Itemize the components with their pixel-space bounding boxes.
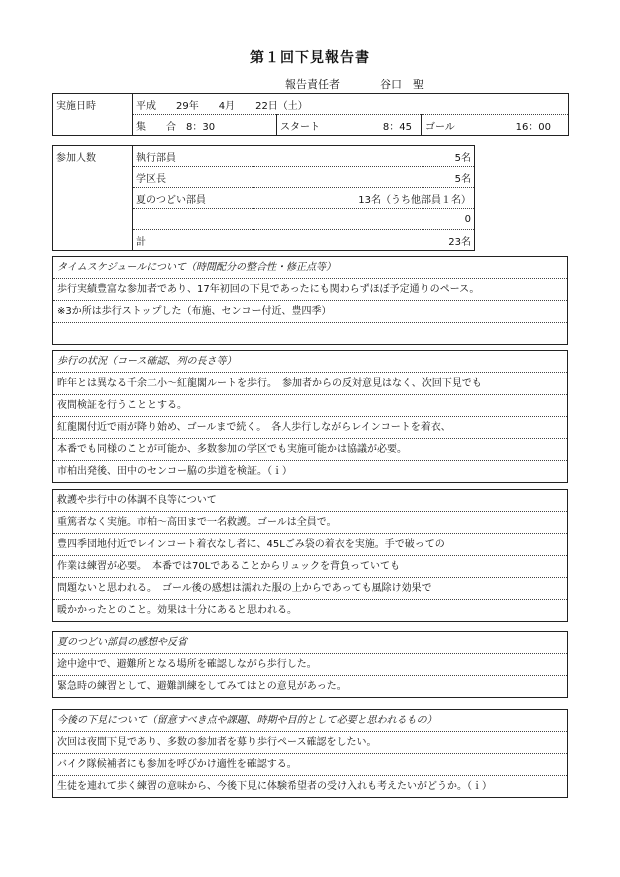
section-line: バイク隊候補者にも参加を呼びかけ適性を確認する。 [53,754,567,776]
section-line: 暖かかったとのこと。効果は十分にあると思われる。 [57,605,297,616]
section-walking-status [52,350,568,483]
gather-cell [133,115,277,136]
participant-note [253,146,423,167]
section-line: ※3か所は歩行ストップした（布施、センコー付近、豊四季） [53,301,567,323]
section-heading: 今後の下見について（留意すべき点や課題、時期や目的として必要と思われるもの） [53,710,567,732]
section-line: 市柏出発後、田中のセンコー脇の歩道を検証。（ｉ） [57,466,292,477]
section-line: 本番でも同様のことが可能か、多数参加の学区でも実施可能かは協議が必要。 [53,439,567,461]
reporter-line [285,76,424,92]
section-first-aid [52,489,568,622]
goal-cell [422,115,569,136]
participants-label: 参加人数 [53,146,133,251]
gather-time: 8：30 [186,121,216,133]
participant-name: 計 [133,230,253,251]
gather-label: 集 合 [136,121,176,133]
page-title: 第１回下見報告書 [250,50,370,66]
section-heading: 夏のつどい部員の感想や反省 [53,632,567,654]
participant-note [253,209,423,230]
schedule-table [52,93,569,136]
section-line: 夜間検証を行うこととする。 [53,395,567,417]
section-time-schedule [52,256,568,345]
section-heading: 歩行の状況（コース確認、列の長さ等） [53,351,567,373]
participant-name: 執行部員 [133,146,253,167]
section-line: 重篤者なく実施。市柏～高田まで一名救護。ゴールは全員で。 [53,512,567,534]
section-line: 歩行実績豊富な参加者であり、17年初回の下見であったにも関わらずほぼ予定通りのペース。 [53,279,567,301]
participants-table [52,145,569,251]
section-heading: 救護や歩行中の体調不良等について [53,490,567,512]
section-future-previews [52,709,568,798]
participant-name: 学区長 [133,167,253,188]
section-line: 途中途中で、避難所となる場所を確認しながら歩行した。 [53,654,567,676]
reporter-name: 谷口 聖 [380,78,424,91]
section-line: 次回は夜間下見であり、多数の参加者を募り歩行ペース確認をしたい。 [53,732,567,754]
start-label: スタート [280,121,320,133]
start-time: 8：45 [382,121,412,133]
section-line: 紅龍閣付近で雨が降り始め、ゴールまで続く。 各人歩行しながらレインコートを着衣、 [53,417,567,439]
section-line: 作業は練習が必要。 本番では70Lであることからリュックを背負っていても [53,556,567,578]
reporter-label: 報告責任者 [285,78,340,91]
schedule-date: 平成 29年 4月 22日（土） [133,94,569,115]
participant-count: 5名 [423,146,475,167]
participant-count: 23名 [423,230,475,251]
participant-count: 0 [423,209,475,230]
schedule-label: 実施日時 [53,94,133,136]
section-line: 緊急時の練習として、避難訓練をしてみてはとの意見があった。 [57,681,347,692]
section-line [53,323,567,344]
goal-time: 16：00 [515,121,552,133]
participant-note [253,167,423,188]
section-line: 問題ないと思われる。 ゴール後の感想は濡れた服の上からであっても風除け効果で [53,578,567,600]
section-line: 昨年とは異なる千余二小～紅龍閣ルートを歩行。 参加者からの反対意見はなく、次回下見でも [53,373,567,395]
participant-name [133,209,253,230]
section-line: 生徒を連れて歩く練習の意味から、今後下見に体験希望者の受け入れも考えたいがどうか。（ｉ） [57,781,492,792]
goal-label: ゴール [425,121,455,133]
section-member-impressions [52,631,568,698]
participant-name: 夏のつどい部員 [133,188,253,209]
participant-note [253,230,423,251]
participant-count: 5名 [423,167,475,188]
participant-row [53,146,569,167]
participant-note: 13名（うち他部員１名） [253,188,475,209]
section-heading: タイムスケジュールについて（時間配分の整合性・修正点等） [53,257,567,279]
start-cell [277,115,422,136]
section-line: 豊四季団地付近でレインコート着衣なし者に、45Lごみ袋の着衣を実施。手で破っての [53,534,567,556]
